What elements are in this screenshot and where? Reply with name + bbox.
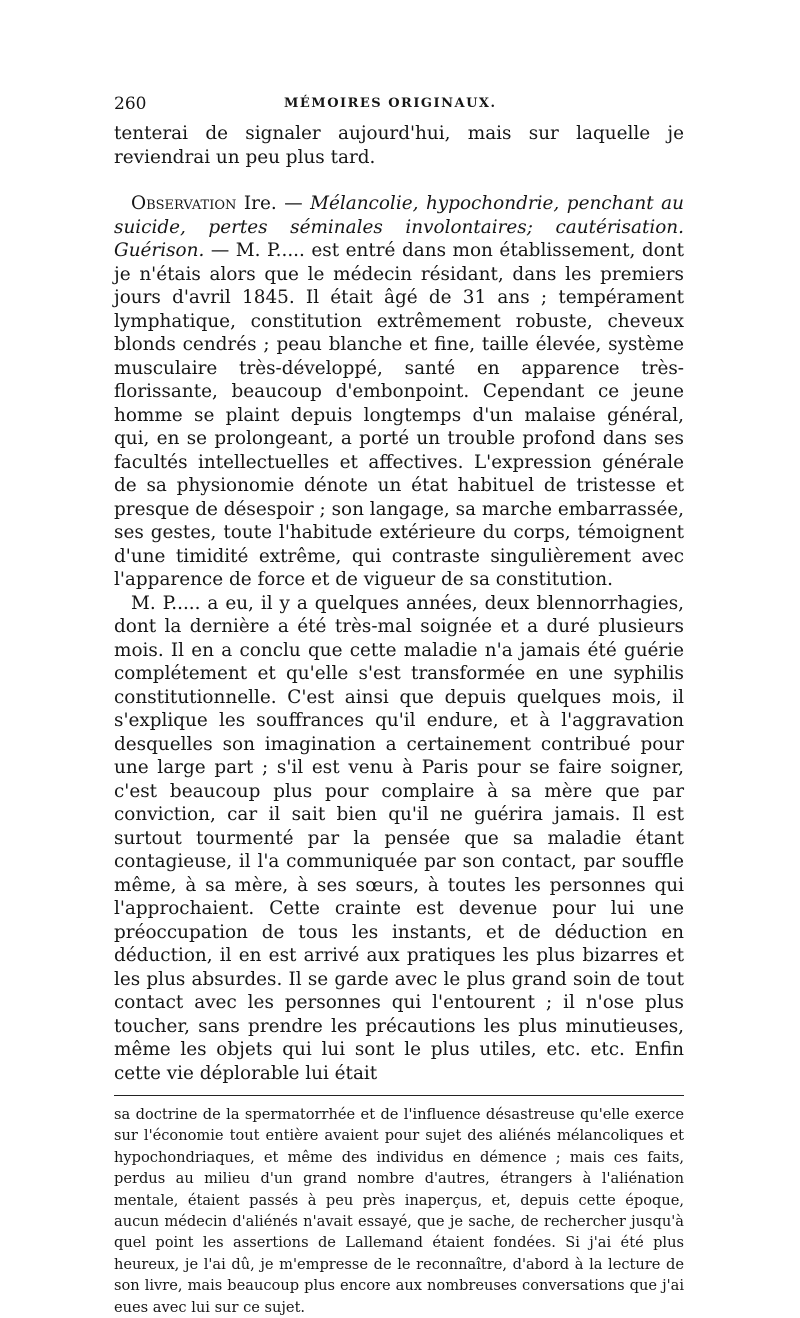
observation-paragraph bbox=[114, 192, 684, 592]
observation-title: Mélancolie, hypochondrie, penchant au suicide, pertes séminales involontaires; cautérisation. Guérison. bbox=[114, 193, 684, 261]
observation-label: Observation bbox=[131, 193, 237, 214]
footnote-text: sa doctrine de la spermatorrhée et de l'influence désastreuse qu'elle exerce sur l'économie tout entière avaient pour sujet des aliénés mélancoliques et hypochondriaques, et même des individus en démence ; mais ces faits, perdus au milieu d'un grand nombre d'autres, étrangers à l'aliénation mentale, étaient passés à peu près inaperçus, et, depuis cette époque, aucun médecin d'aliénés n'avait essayé, que je sache, de rechercher jusqu'à quel point les assertions de Lallemand étaient fondées. Si j'ai été plus heureux, je l'ai dû, je m'empresse de le reconnaître, d'abord à la lecture de son livre, mais beaucoup plus encore aux nombreuses conversations que j'ai eues avec lui sur ce sujet. bbox=[114, 1106, 684, 1316]
second-paragraph: M. P..... a eu, il y a quelques années, deux blennorrhagies, dont la dernière a été très-mal soignée et a duré plusieurs mois. Il en a conclu que cette maladie n'a jamais été guérie complétement et qu'elle s'est transformée en une syphilis constitutionnelle. C'est ainsi que depuis quelques mois, il s'explique les souffrances qu'il endure, et à l'aggravation desquelles son imagination a certainement contribué pour une large part ; s'il est venu à Paris pour se faire soigner, c'est beaucoup plus pour complaire à sa mère que par conviction, car il sait bien qu'il ne guérira jamais. Il est surtout tourmenté par la pensée que sa maladie étant contagieuse, il l'a communiquée par son contact, par souffle même, à sa mère, à ses sœurs, à toutes les personnes qui l'approchaient. Cette crainte est devenue pour lui une préoccupation de tous les instants, et de déduction en déduction, il en est arrivé aux pratiques les plus bizarres et les plus absurdes. Il se garde avec le plus grand soin de tout contact avec les personnes qui l'entourent ; il n'ose plus toucher, sans prendre les précautions les plus minutieuses, même les objets qui lui sont le plus utiles, etc. etc. Enfin cette vie déplorable lui était bbox=[114, 592, 684, 1084]
page-number: 260 bbox=[114, 94, 147, 114]
observation-number: Ire. bbox=[243, 193, 277, 214]
footnote bbox=[114, 1104, 684, 1318]
intro-paragraph: tenterai de signaler aujourd'hui, mais sur laquelle je reviendrai un peu plus tard. bbox=[114, 123, 684, 168]
footnote-rule bbox=[114, 1095, 684, 1096]
main-text bbox=[114, 122, 684, 1085]
observation-dash: — bbox=[284, 193, 303, 214]
running-title: MÉMOIRES ORIGINAUX. bbox=[284, 96, 497, 111]
book-page bbox=[114, 92, 684, 1318]
running-head bbox=[114, 92, 684, 122]
observation-text: — M. P..... est entré dans mon établissement, dont je n'étais alors que le médecin résidant, dans les premiers jours d'avril 1845. Il était âgé de 31 ans ; tempérament lymphatique, constitution extrêmement robuste, cheveux blonds cendrés ; peau blanche et fine, taille élevée, système musculaire très-développé, santé en apparence très-florissante, beaucoup d'embonpoint. Cependant ce jeune homme se plaint depuis longtemps d'un malaise général, qui, en se prolongeant, a porté un trouble profond dans ses facultés intellectuelles et affectives. L'expression générale de sa physionomie dénote un état habituel de tristesse et presque de désespoir ; son langage, sa marche embarrassée, ses gestes, toute l'habitude extérieure du corps, témoignent d'une timidité extrême, qui contraste singulièrement avec l'apparence de force et de vigueur de sa constitution. bbox=[114, 240, 684, 590]
